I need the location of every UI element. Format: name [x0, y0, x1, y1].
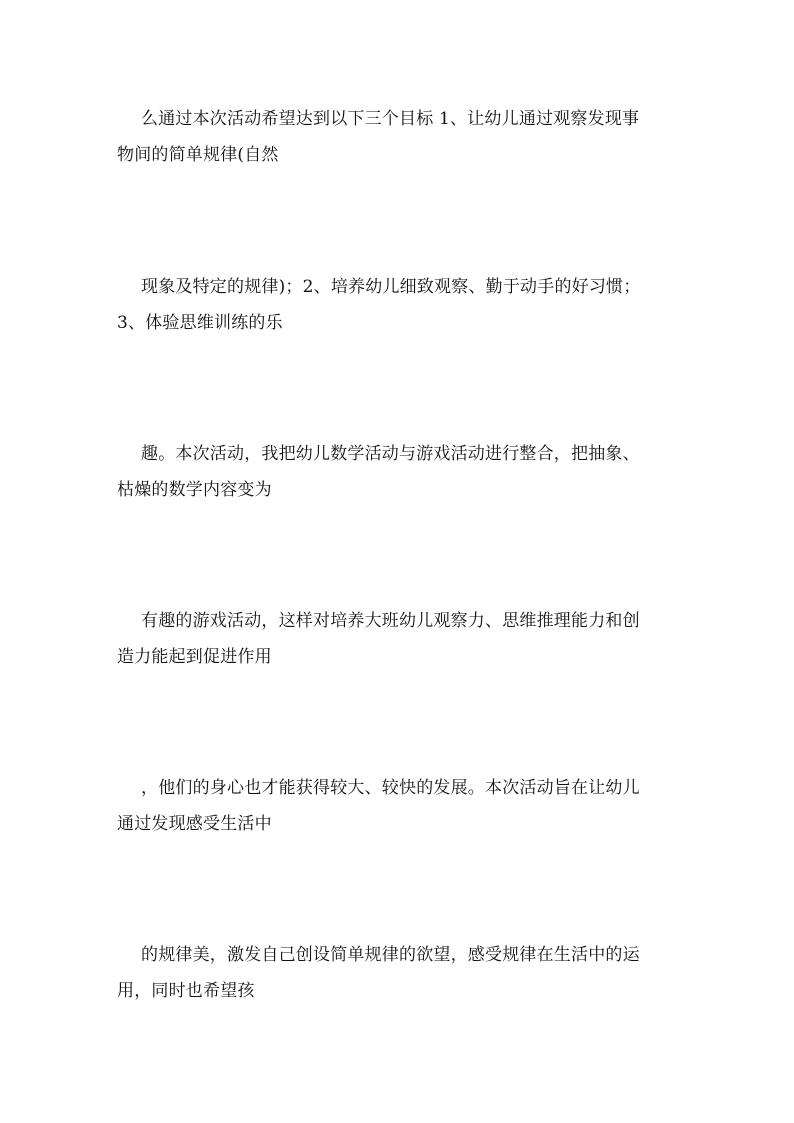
paragraph-4: [117, 603, 677, 675]
paragraph-2: [117, 269, 677, 341]
paragraph-3: [117, 436, 677, 508]
paragraph-4-line-1: 有趣的游戏活动，这样对培养大班幼儿观察力、思维推理能力和创: [141, 611, 640, 631]
paragraph-5: [117, 770, 677, 842]
paragraph-1-line-1: 么通过本次活动希望达到以下三个目标 1、让幼儿通过观察发现事: [141, 109, 640, 129]
paragraph-1: [117, 101, 677, 173]
paragraph-6: [117, 937, 677, 1009]
paragraph-5-line-2: 通过发现感受生活中: [117, 814, 272, 834]
paragraph-3-line-1: 趣。本次活动，我把幼儿数学活动与游戏活动进行整合，把抽象、: [141, 444, 640, 464]
paragraph-2-line-2: 3、体验思维训练的乐: [117, 313, 283, 333]
paragraph-4-line-2: 造力能起到促进作用: [117, 647, 272, 667]
paragraph-6-line-2: 用，同时也希望孩: [117, 981, 255, 1001]
paragraph-5-line-1: ，他们的身心也才能获得较大、较快的发展。本次活动旨在让幼儿: [141, 778, 640, 798]
paragraph-1-line-2: 物间的简单规律(自然: [117, 145, 279, 165]
paragraph-3-line-2: 枯燥的数学内容变为: [117, 480, 272, 500]
paragraph-2-line-1: 现象及特定的规律)；2、培养幼儿细致观察、勤于动手的好习惯；: [141, 277, 641, 297]
paragraph-6-line-1: 的规律美，激发自己创设简单规律的欲望，感受规律在生活中的运: [141, 945, 640, 965]
